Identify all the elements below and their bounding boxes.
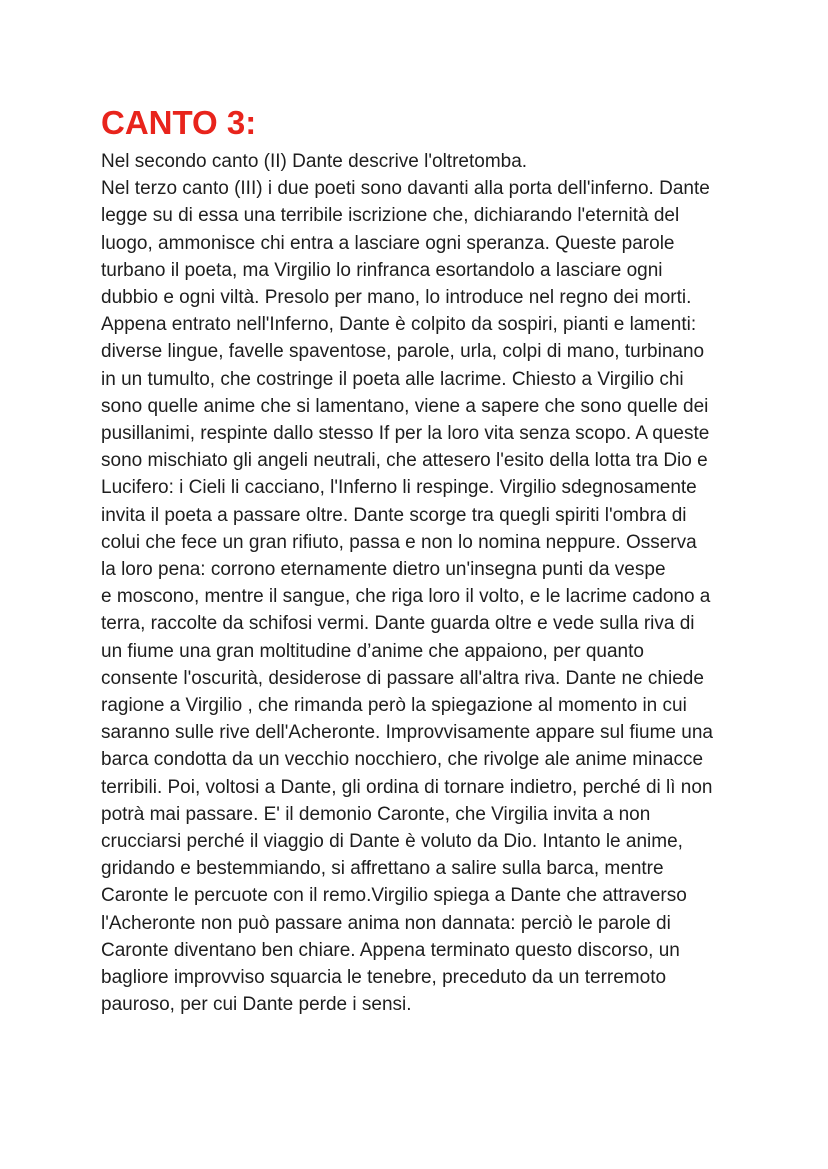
text-line: pauroso, per cui Dante perde i sensi. bbox=[101, 994, 412, 1016]
text-line: diverse lingue, favelle spaventose, parole, urla, colpi di mano, turbinano bbox=[101, 341, 705, 363]
text-line: consente l'oscurità, desiderose di passare all'altra riva. Dante ne chiede bbox=[101, 667, 704, 689]
text-line: saranno sulle rive dell'Acheronte. Improvvisamente appare sul fiume una bbox=[101, 722, 713, 744]
text-line: dubbio e ogni viltà. Presolo per mano, lo introduce nel regno dei morti. bbox=[101, 287, 692, 309]
text-line: Appena entrato nell'Inferno, Dante è colpito da sospiri, pianti e lamenti: bbox=[101, 314, 697, 336]
text-line: Lucifero: i Cieli li cacciano, l'Inferno li respinge. Virgilio sdegnosamente bbox=[101, 477, 697, 499]
text-line: gridando e bestemmiando, si affrettano a salire sulla barca, mentre bbox=[101, 858, 664, 880]
document-page bbox=[101, 104, 741, 1019]
text-line: Caronte diventano ben chiare. Appena terminato questo discorso, un bbox=[101, 939, 680, 961]
text-line: potrà mai passare. E' il demonio Caronte, che Virgilia invita a non bbox=[101, 803, 651, 825]
text-line: barca condotta da un vecchio nocchiero, che rivolge ale anime minacce bbox=[101, 749, 704, 771]
text-line: terribili. Poi, voltosi a Dante, gli ordina di tornare indietro, perché di lì non bbox=[101, 776, 713, 798]
text-line: sono quelle anime che si lamentano, viene a sapere che sono quelle dei bbox=[101, 395, 709, 417]
text-line: colui che fece un gran rifiuto, passa e non lo nomina neppure. Osserva bbox=[101, 531, 697, 553]
text-line: Nel secondo canto (II) Dante descrive l'oltretomba. bbox=[101, 151, 528, 172]
text-line: Caronte le percuote con il remo.Virgilio spiega a Dante che attraverso bbox=[101, 885, 687, 907]
text-line: l'Acheronte non può passare anima non dannata: perciò le parole di bbox=[101, 912, 671, 934]
text-line: legge su di essa una terribile iscrizione che, dichiarando l'eternità del bbox=[101, 205, 680, 227]
text-line: e moscono, mentre il sangue, che riga loro il volto, e le lacrime cadono a bbox=[101, 586, 711, 608]
text-line: crucciarsi perché il viaggio di Dante è voluto da Dio. Intanto le anime, bbox=[101, 831, 683, 853]
document-body bbox=[101, 148, 741, 1019]
text-line: Nel terzo canto (III) i due poeti sono davanti alla porta dell'inferno. Dante bbox=[101, 178, 710, 200]
text-line: la loro pena: corrono eternamente dietro un'insegna punti da vespe bbox=[101, 559, 666, 581]
text-line: luogo, ammonisce chi entra a lasciare ogni speranza. Queste parole bbox=[101, 232, 675, 254]
text-line: turbano il poeta, ma Virgilio lo rinfranca esortandolo a lasciare ogni bbox=[101, 259, 663, 281]
text-line: pusillanimi, respinte dallo stesso If per la loro vita senza scopo. A queste bbox=[101, 423, 710, 445]
document-title: CANTO 3: bbox=[101, 104, 257, 141]
text-line: un fiume una gran moltitudine d’anime che appaiono, per quanto bbox=[101, 640, 644, 662]
text-line: in un tumulto, che costringe il poeta alle lacrime. Chiesto a Virgilio chi bbox=[101, 368, 684, 390]
text-line: sono mischiato gli angeli neutrali, che attesero l'esito della lotta tra Dio e bbox=[101, 450, 708, 472]
text-line: ragione a Virgilio , che rimanda però la spiegazione al momento in cui bbox=[101, 695, 687, 717]
text-line: bagliore improvviso squarcia le tenebre, preceduto da un terremoto bbox=[101, 967, 667, 989]
text-line: terra, raccolte da schifosi vermi. Dante guarda oltre e vede sulla riva di bbox=[101, 613, 695, 635]
text-line: invita il poeta a passare oltre. Dante scorge tra quegli spiriti l'ombra di bbox=[101, 504, 687, 526]
